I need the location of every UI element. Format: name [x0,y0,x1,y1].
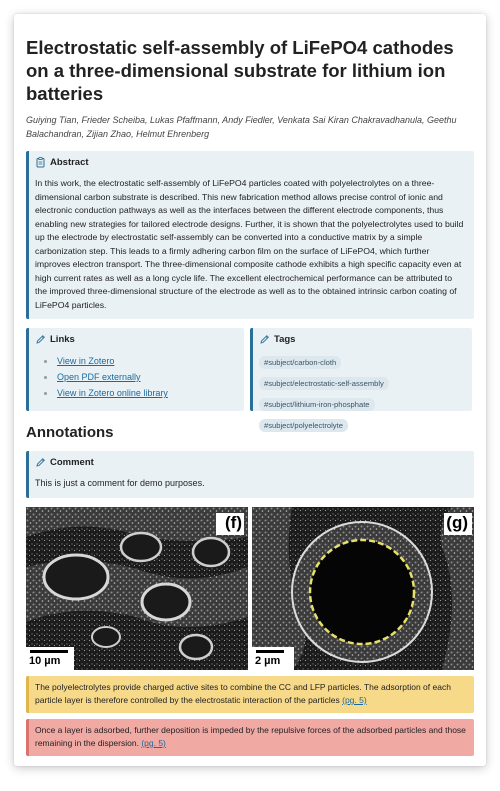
paper-authors: Guiying Tian, Frieder Scheiba, Lukas Pfaffmann, Andy Fiedler, Venkata Sai Kiran Chakravadhanula, Geethu Balachandran, Zijian Zhao, Helmut Ehrenberg [26,115,457,139]
links-list [35,353,238,401]
panel-f-label: (f) [225,513,242,532]
tag-carbon-cloth[interactable]: #subject/carbon-cloth [259,356,341,369]
annotation-image [26,507,474,670]
tag-electrostatic-self-assembly[interactable]: #subject/electrostatic-self-assembly [259,377,389,390]
panel-g-label: (g) [446,513,468,532]
tags-heading: Tags [274,334,296,345]
tags-list [259,352,466,436]
paper-title: Electrostatic self-assembly of LiFePO4 cathodes on a three-dimensional substrate for lithium ion batteries [26,37,454,104]
note-page [14,14,486,766]
links-callout [26,328,244,411]
tags-header [259,334,466,345]
abstract-text: In this work, the electrostatic self-assembly of LiFePO4 particles coated with polyelectrolytes on a three-dimensional carbon substrate is described. This new fabrication method allows precise control of ionic and electronic conduction pathways as well as the interfaces between the different electrode components, thus enabling new strategies for tailored electrode designs. Further, it is shown that the polyelectrolytes used to build up the electrode by electrostatic self-assembly can be converted into a conductive matrix by a simple carbonization step. This leads to a firmly adhering carbon film on the surface of LiFePO4, which further improves electron transport. The three-dimensional composite cathode exhibits a high specific capacity even at high current rates as well as a long cycle life. The excellent electrochemical performance can be attributed to the improved three-dimensional structure of the electrode as well as to the obtained intrinsic carbon coating of LiFePO4 particles. [35,178,464,310]
comment-callout [26,451,474,498]
comment-text: This is just a comment for demo purposes. [35,478,205,488]
tag-polyelectrolyte[interactable]: #subject/polyelectrolyte [259,419,348,432]
links-heading: Links [50,334,75,345]
abstract-heading: Abstract [50,157,89,168]
links-tags-row [26,328,474,430]
clipboard-icon [35,157,46,168]
abstract-header [35,157,466,168]
page-link[interactable]: (pg. 5) [141,738,166,748]
view-in-zotero-link[interactable]: View in Zotero [57,356,115,366]
list-item [57,353,238,369]
annotations-heading: Annotations [26,424,114,441]
sem-image-f [26,507,248,670]
abstract-callout [26,151,474,319]
comment-header [35,457,466,468]
panel-f-scale: 10 µm [29,655,61,667]
highlight-red [26,719,474,756]
list-item [57,385,238,401]
highlight-text: Once a layer is adsorbed, further deposition is impeded by the repulsive forces of the adsorbed particles and those remaining in the dispersion. [35,725,466,748]
comment-heading: Comment [50,457,94,468]
highlight-yellow [26,676,474,713]
view-online-library-link[interactable]: View in Zotero online library [57,388,168,398]
pencil-icon [259,334,270,345]
tags-callout [250,328,472,430]
list-item [57,369,238,385]
open-pdf-link[interactable]: Open PDF externally [57,372,141,382]
note-content [26,36,474,756]
panel-g-scale: 2 µm [255,655,281,667]
pencil-icon [35,457,46,468]
highlight-text: The polyelectrolytes provide charged active sites to combine the CC and LFP particles. The adsorption of each particle layer is therefore controlled by the electrostatic interaction of the particles [35,682,451,705]
pencil-icon [35,334,46,345]
tag-lithium-iron-phosphate[interactable]: #subject/lithium-iron-phosphate [259,398,375,411]
sem-image-g [252,507,474,670]
page-link[interactable]: (pg. 5) [342,695,367,705]
links-header [35,334,238,345]
